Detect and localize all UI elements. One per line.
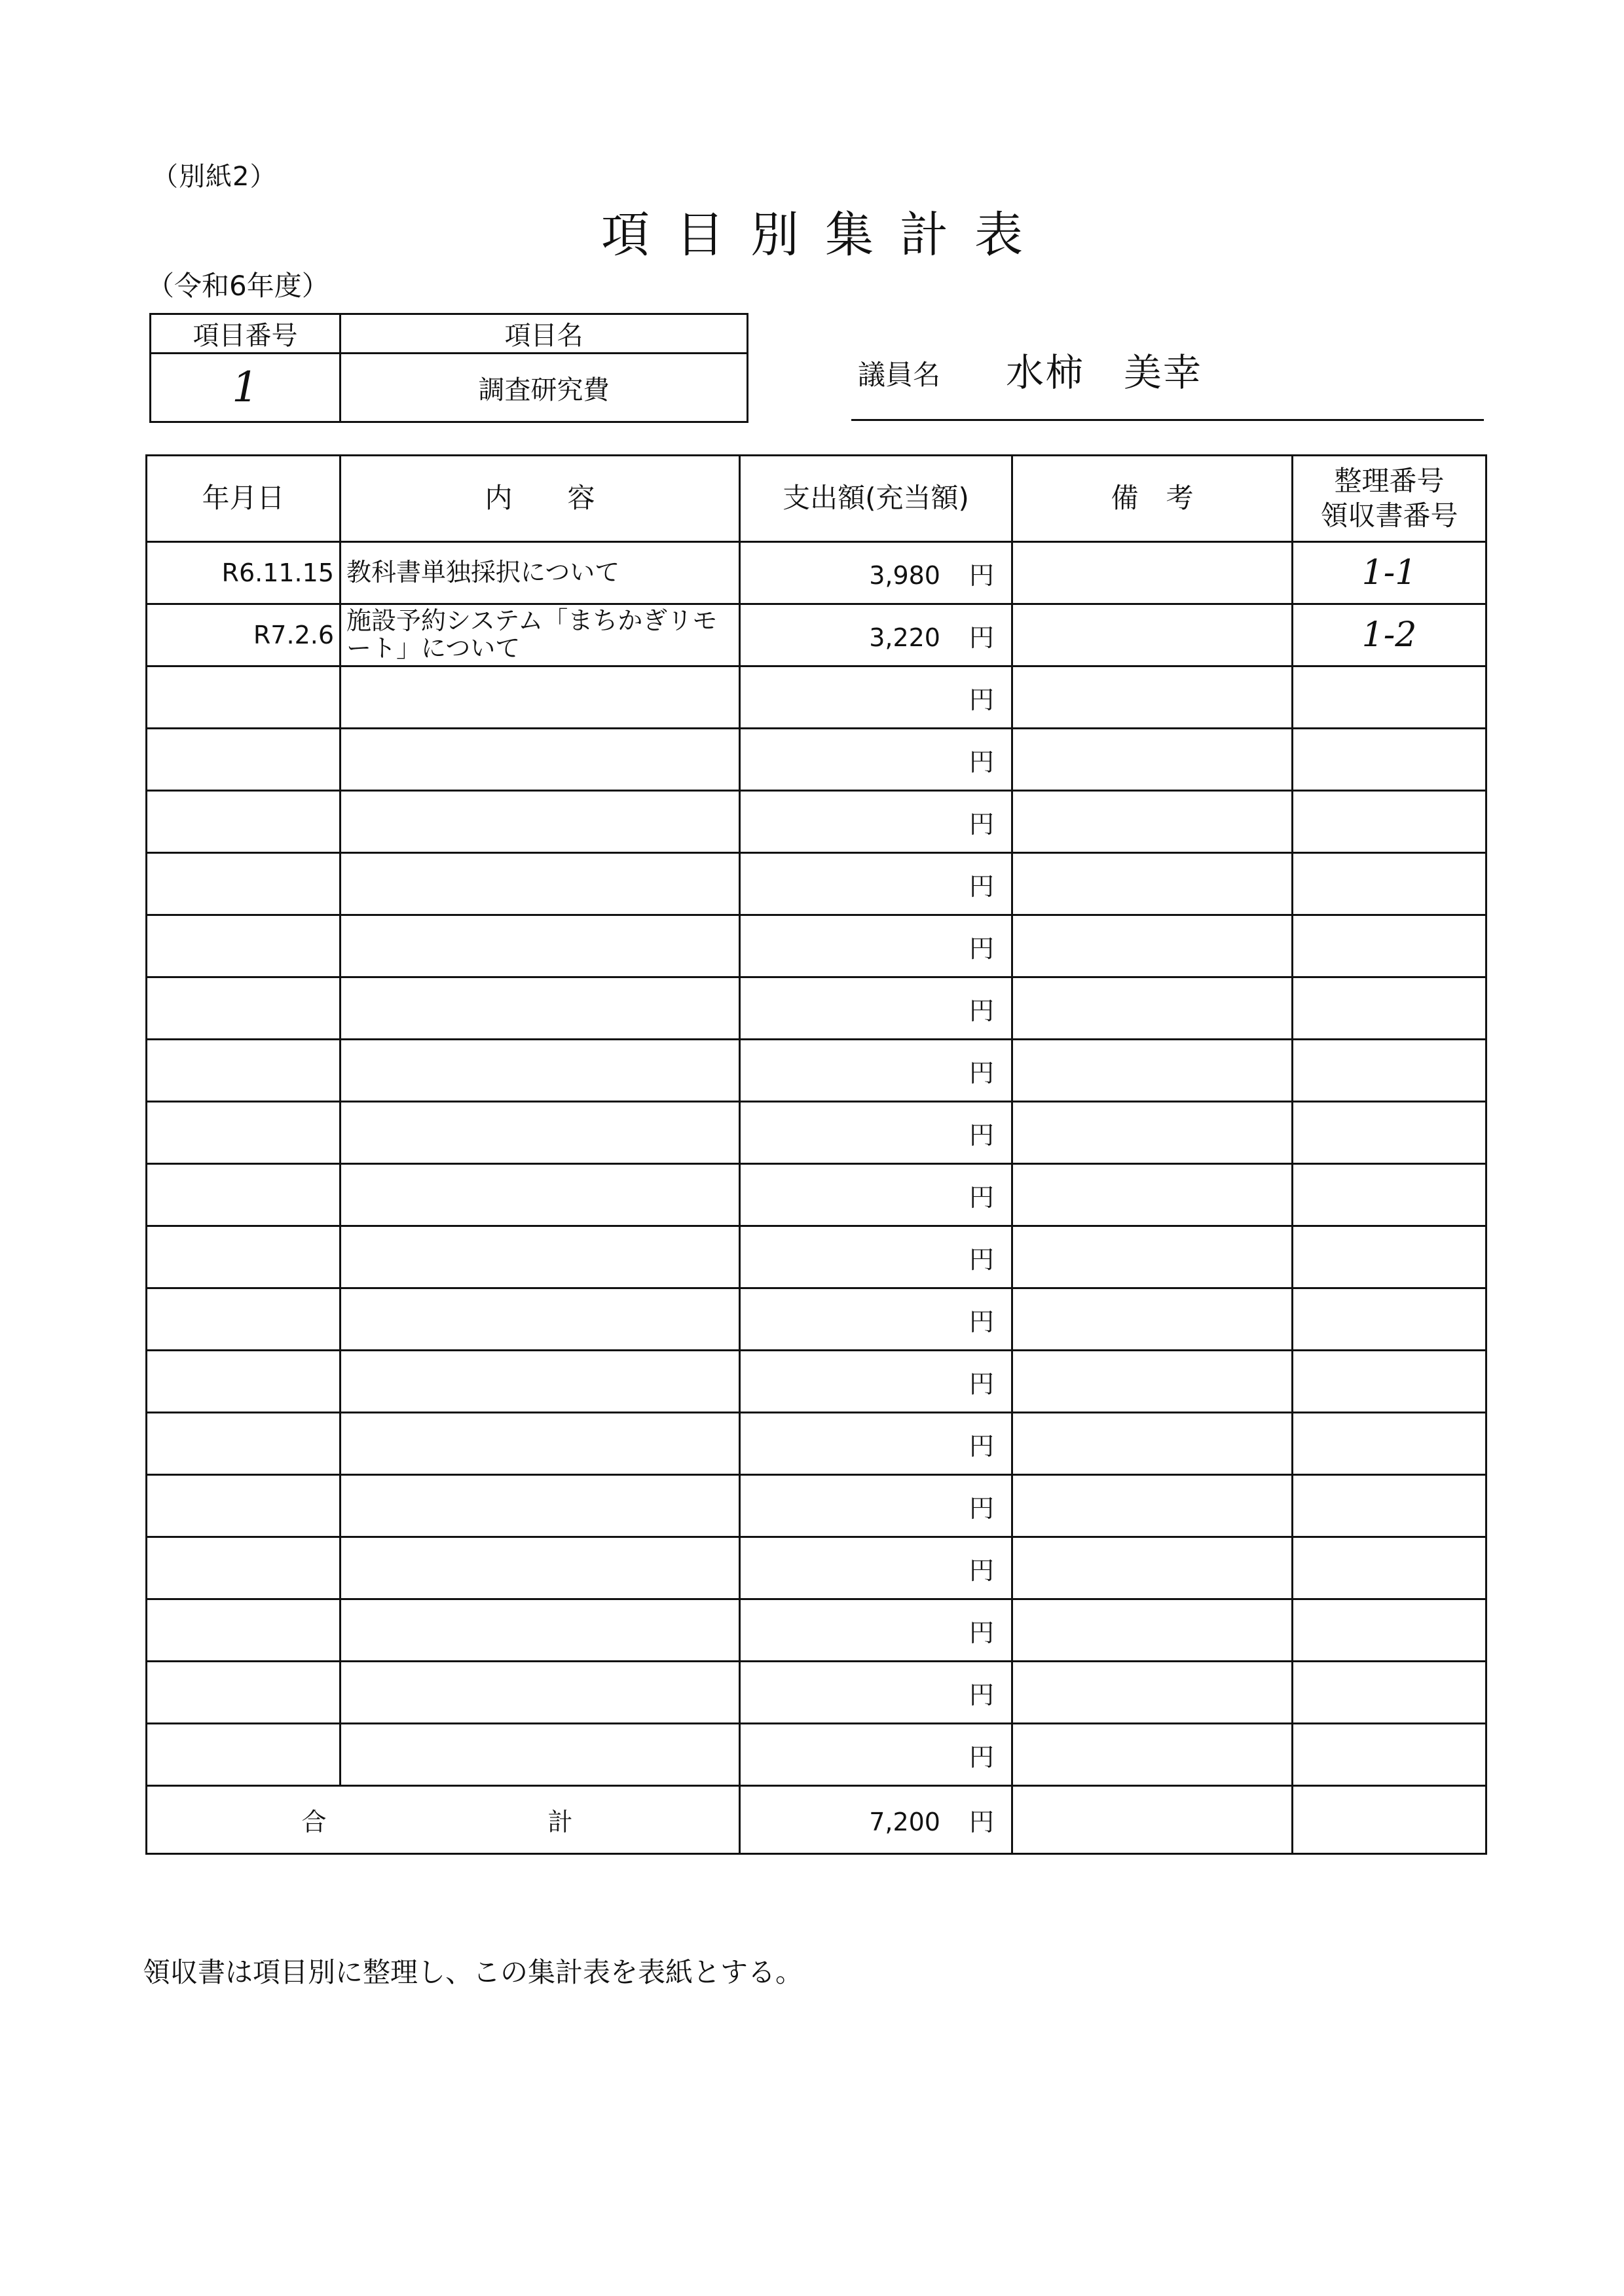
total-label: 合 計 [147,1786,740,1854]
row-content [341,1288,740,1351]
row-yen-unit: 円 [969,685,994,714]
item-number-value [151,354,341,422]
table-row [147,1724,1486,1786]
row-date [147,1351,341,1413]
row-remarks [1012,604,1293,666]
row-yen-unit: 円 [969,1493,994,1523]
row-amount [740,604,1012,666]
row-yen-unit: 円 [969,1245,994,1274]
row-amount [740,791,1012,853]
row-content [341,1475,740,1537]
header-amount: 支出額(充当額) [740,456,1012,542]
total-amount-value: 7,200 [869,1808,940,1836]
table-row [147,1351,1486,1413]
row-receipt-number [1293,666,1486,729]
row-date [147,1226,341,1288]
row-remarks [1012,1040,1293,1102]
row-date [147,1475,341,1537]
row-yen-unit: 円 [969,560,994,590]
row-amount [740,1164,1012,1226]
item-info-table [149,313,748,423]
table-row [147,1475,1486,1537]
table-row [147,1537,1486,1599]
row-yen-unit: 円 [969,623,994,652]
table-row [147,1164,1486,1226]
row-receipt-number [1293,1413,1486,1475]
header-receipt [1293,456,1486,542]
row-date [147,1662,341,1724]
row-receipt-number [1293,1537,1486,1599]
table-row [147,915,1486,977]
row-date [147,1413,341,1475]
row-date [147,729,341,791]
row-amount [740,1226,1012,1288]
row-amount [740,666,1012,729]
row-amount [740,977,1012,1040]
table-row [147,729,1486,791]
row-receipt-handwritten: 1-1 [1361,553,1417,592]
attachment-label: （別紙2） [152,162,277,192]
row-yen-unit: 円 [969,1369,994,1398]
row-receipt-number [1293,1164,1486,1226]
row-receipt-number [1293,1599,1486,1662]
row-receipt-number [1293,1724,1486,1786]
row-receipt-handwritten: 1-2 [1361,615,1417,655]
row-content [341,853,740,915]
row-amount-value: 3,220 [869,623,940,652]
row-amount [740,915,1012,977]
row-yen-unit: 円 [969,747,994,776]
table-row [147,1413,1486,1475]
row-content [341,1724,740,1786]
total-yen-unit: 円 [969,1808,994,1836]
row-remarks [1012,1662,1293,1724]
table-row [147,1599,1486,1662]
page-title: 項目別集計表 [601,207,1049,263]
row-content [341,729,740,791]
member-name-value: 水柿 美幸 [1006,350,1203,395]
row-remarks [1012,853,1293,915]
table-row [147,542,1486,604]
row-receipt-number [1293,1662,1486,1724]
row-yen-unit: 円 [969,1556,994,1585]
row-yen-unit: 円 [969,996,994,1025]
row-amount [740,1351,1012,1413]
row-receipt-number [1293,1102,1486,1164]
row-date [147,1040,341,1102]
table-row [147,1102,1486,1164]
row-amount [740,1288,1012,1351]
row-content [341,1413,740,1475]
table-row [147,666,1486,729]
table-row [147,853,1486,915]
row-content [341,915,740,977]
row-receipt-number [1293,542,1486,604]
row-yen-unit: 円 [969,1431,994,1461]
row-remarks [1012,1599,1293,1662]
row-remarks [1012,977,1293,1040]
row-date [147,1599,341,1662]
row-content [341,1351,740,1413]
header-date: 年月日 [147,456,341,542]
fiscal-year-label: （令和6年度） [147,270,329,302]
total-remarks [1012,1786,1293,1854]
row-date [147,1288,341,1351]
item-name-value: 調査研究費 [341,354,748,422]
table-row [147,1226,1486,1288]
row-remarks [1012,791,1293,853]
row-remarks [1012,1537,1293,1599]
row-receipt-number [1293,853,1486,915]
row-date [147,1724,341,1786]
header-receipt-line1: 整理番号 [1334,465,1445,497]
row-remarks [1012,1102,1293,1164]
row-receipt-number [1293,915,1486,977]
row-remarks [1012,542,1293,604]
row-amount [740,1475,1012,1537]
row-date: R6.11.15 [147,542,341,604]
row-remarks [1012,1288,1293,1351]
item-number-handwritten: 1 [232,363,259,412]
row-remarks [1012,1351,1293,1413]
row-date [147,1102,341,1164]
row-receipt-number [1293,604,1486,666]
row-amount [740,853,1012,915]
footnote: 領収書は項目別に整理し、この集計表を表紙とする。 [143,1956,803,1988]
row-yen-unit: 円 [969,934,994,963]
item-name-header: 項目名 [341,314,748,354]
row-amount [740,1102,1012,1164]
row-amount [740,1724,1012,1786]
expense-table-header-row [147,456,1486,542]
row-receipt-number [1293,729,1486,791]
row-yen-unit: 円 [969,871,994,901]
row-receipt-number [1293,1040,1486,1102]
row-date: R7.2.6 [147,604,341,666]
row-remarks [1012,666,1293,729]
row-yen-unit: 円 [969,1618,994,1647]
row-yen-unit: 円 [969,1742,994,1772]
row-receipt-number [1293,1226,1486,1288]
row-remarks [1012,729,1293,791]
row-date [147,1164,341,1226]
row-content [341,1662,740,1724]
row-content: 教科書単独採択について [341,542,740,604]
row-amount [740,1599,1012,1662]
header-receipt-line2: 領収書番号 [1320,499,1458,532]
row-yen-unit: 円 [969,1680,994,1709]
row-content [341,1164,740,1226]
member-name-underline [851,419,1484,421]
item-number-header: 項目番号 [151,314,341,354]
header-remarks: 備 考 [1012,456,1293,542]
expense-table-body [147,456,1486,1854]
row-remarks [1012,1164,1293,1226]
row-amount [740,1662,1012,1724]
row-amount [740,1537,1012,1599]
row-content [341,977,740,1040]
row-content [341,1040,740,1102]
row-content [341,1102,740,1164]
total-amount [740,1786,1012,1854]
row-receipt-number [1293,1475,1486,1537]
row-yen-unit: 円 [969,809,994,839]
row-content: 施設予約システム「まちかぎリモート」について [341,604,740,666]
row-yen-unit: 円 [969,1058,994,1087]
row-yen-unit: 円 [969,1120,994,1150]
row-content [341,1226,740,1288]
row-remarks [1012,1475,1293,1537]
table-row [147,977,1486,1040]
row-date [147,791,341,853]
member-name-label: 議員名 [858,359,941,391]
row-date [147,1537,341,1599]
row-receipt-number [1293,977,1486,1040]
row-content [341,1599,740,1662]
row-date [147,977,341,1040]
row-date [147,915,341,977]
row-yen-unit: 円 [969,1182,994,1212]
row-content [341,666,740,729]
expense-table [145,454,1487,1855]
row-remarks [1012,1413,1293,1475]
row-amount [740,1040,1012,1102]
row-date [147,853,341,915]
row-content [341,791,740,853]
row-receipt-number [1293,1288,1486,1351]
row-receipt-number [1293,791,1486,853]
row-amount-value: 3,980 [869,560,940,590]
table-row [147,1288,1486,1351]
header-content: 内 容 [341,456,740,542]
row-yen-unit: 円 [969,1307,994,1336]
row-date [147,666,341,729]
row-remarks [1012,1724,1293,1786]
table-row [147,1662,1486,1724]
row-content [341,1537,740,1599]
total-row [147,1786,1486,1854]
row-amount [740,729,1012,791]
table-row [147,604,1486,666]
row-remarks [1012,915,1293,977]
row-remarks [1012,1226,1293,1288]
row-receipt-number [1293,1351,1486,1413]
row-amount [740,542,1012,604]
table-row [147,1040,1486,1102]
table-row [147,791,1486,853]
total-receipt [1293,1786,1486,1854]
row-amount [740,1413,1012,1475]
